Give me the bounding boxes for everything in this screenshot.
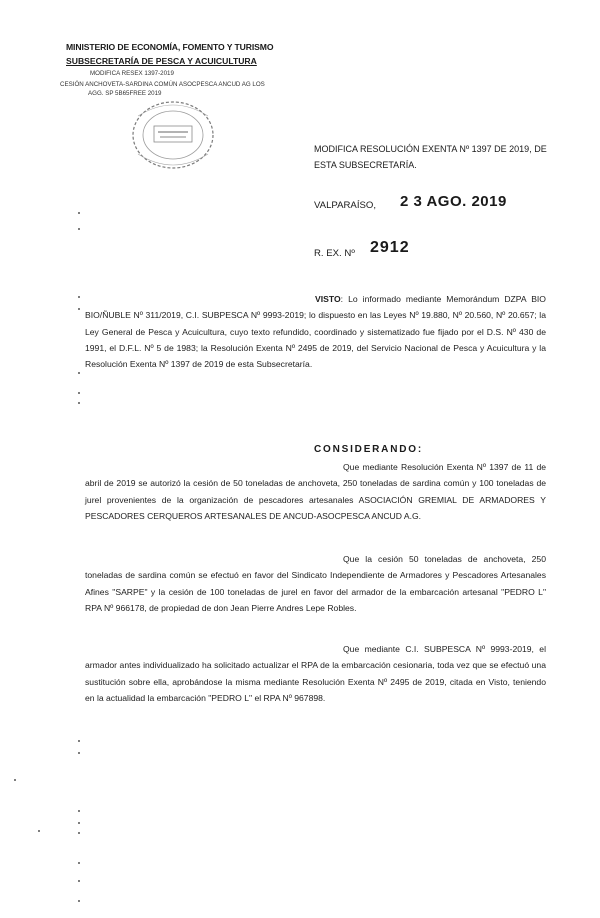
considerando-paragraph-3 (85, 641, 546, 706)
considerando-paragraph-1 (85, 459, 546, 524)
considerando-paragraph-2 (85, 551, 546, 616)
visto-label: VISTO (315, 294, 341, 304)
resolution-number-label: R. EX. Nº (314, 248, 355, 259)
official-stamp (118, 96, 228, 174)
subsecretaria-name: SUBSECRETARÍA DE PESCA Y ACUICULTURA (66, 56, 257, 66)
resolution-reference: MODIFICA RESOLUCIÓN EXENTA Nº 1397 DE 2019, DE ESTA SUBSECRETARÍA. (314, 144, 547, 170)
header-line-5: AGG. SP 5B65FREE 2019 (88, 90, 162, 97)
paragraph-1-text: Que mediante Resolución Exenta Nº 1397 de 11 de abril de 2019 se autorizó la cesión de 50 toneladas de anchoveta, 250 toneladas de sardina común y 100 toneladas de jurel provenientes de la organización de pescadores artesanales ASOCIACIÓN GREMIAL DE ARMADORES Y PESCADORES CERQUEROS ARTESANALES DE ANCUD-ASOCPESCA ANCUD A.G. (85, 462, 546, 521)
resolution-date: 2 3 AGO. 2019 (400, 193, 507, 210)
paragraph-3-text: Que mediante C.I. SUBPESCA Nº 9993-2019, el armador antes individualizado ha solicitado actualizar el RPA de la embarcación cesionaria, toda vez que se efectuó una sustitución sobre ella, aprobándose la misma mediante Resolución Exenta Nº 2495 de 2019, citada en Visto, teniendo en la actualidad la embarcación "PEDRO L" el RPA Nº 967898. (85, 644, 546, 703)
considerando-heading: CONSIDERANDO: (314, 444, 423, 455)
header-line-4: CESIÓN ANCHOVETA-SARDINA COMÚN ASOCPESCA ANCUD AG LOS (60, 81, 265, 88)
ministry-name: MINISTERIO DE ECONOMÍA, FOMENTO Y TURISMO (66, 42, 274, 52)
paragraph-2-text: Que la cesión 50 toneladas de anchoveta, 250 toneladas de sardina común se efectuó en favor del Sindicato Independiente de Armadores y Pescadores Artesanales Afines "SARPE" y la cesión de 100 toneladas de jurel en favor del armador de la embarcación artesanal "PEDRO L" RPA Nº 966178, de propiedad de don Jean Pierre Andres Lepe Robles. (85, 554, 546, 613)
place: VALPARAÍSO, (314, 200, 377, 211)
header-subject-line: MODIFICA RESEX 1397-2019 (90, 70, 174, 77)
visto-text: : Lo informado mediante Memorándum DZPA BIO BIO/ÑUBLE Nº 311/2019, C.I. SUBPESCA Nº 9993-2019; lo dispuesto en las Leyes Nº 19.880, Nº 20.560, Nº 20.657; la Ley General de Pesca y Acuicultura, cuyo texto refundido, coordinado y sistematizado fue fijado por el D.S. Nº 430 de 1991, el D.F.L. Nº 5 de 1983; la Resolución Exenta Nº 2495 de 2019, del Servicio Nacional de Pesca y Acuicultura y la Resolución Exenta Nº 1397 de 2019 de esta Subsecretaría. (85, 294, 546, 370)
resolution-number: 2912 (370, 239, 410, 256)
visto-paragraph (85, 291, 546, 372)
